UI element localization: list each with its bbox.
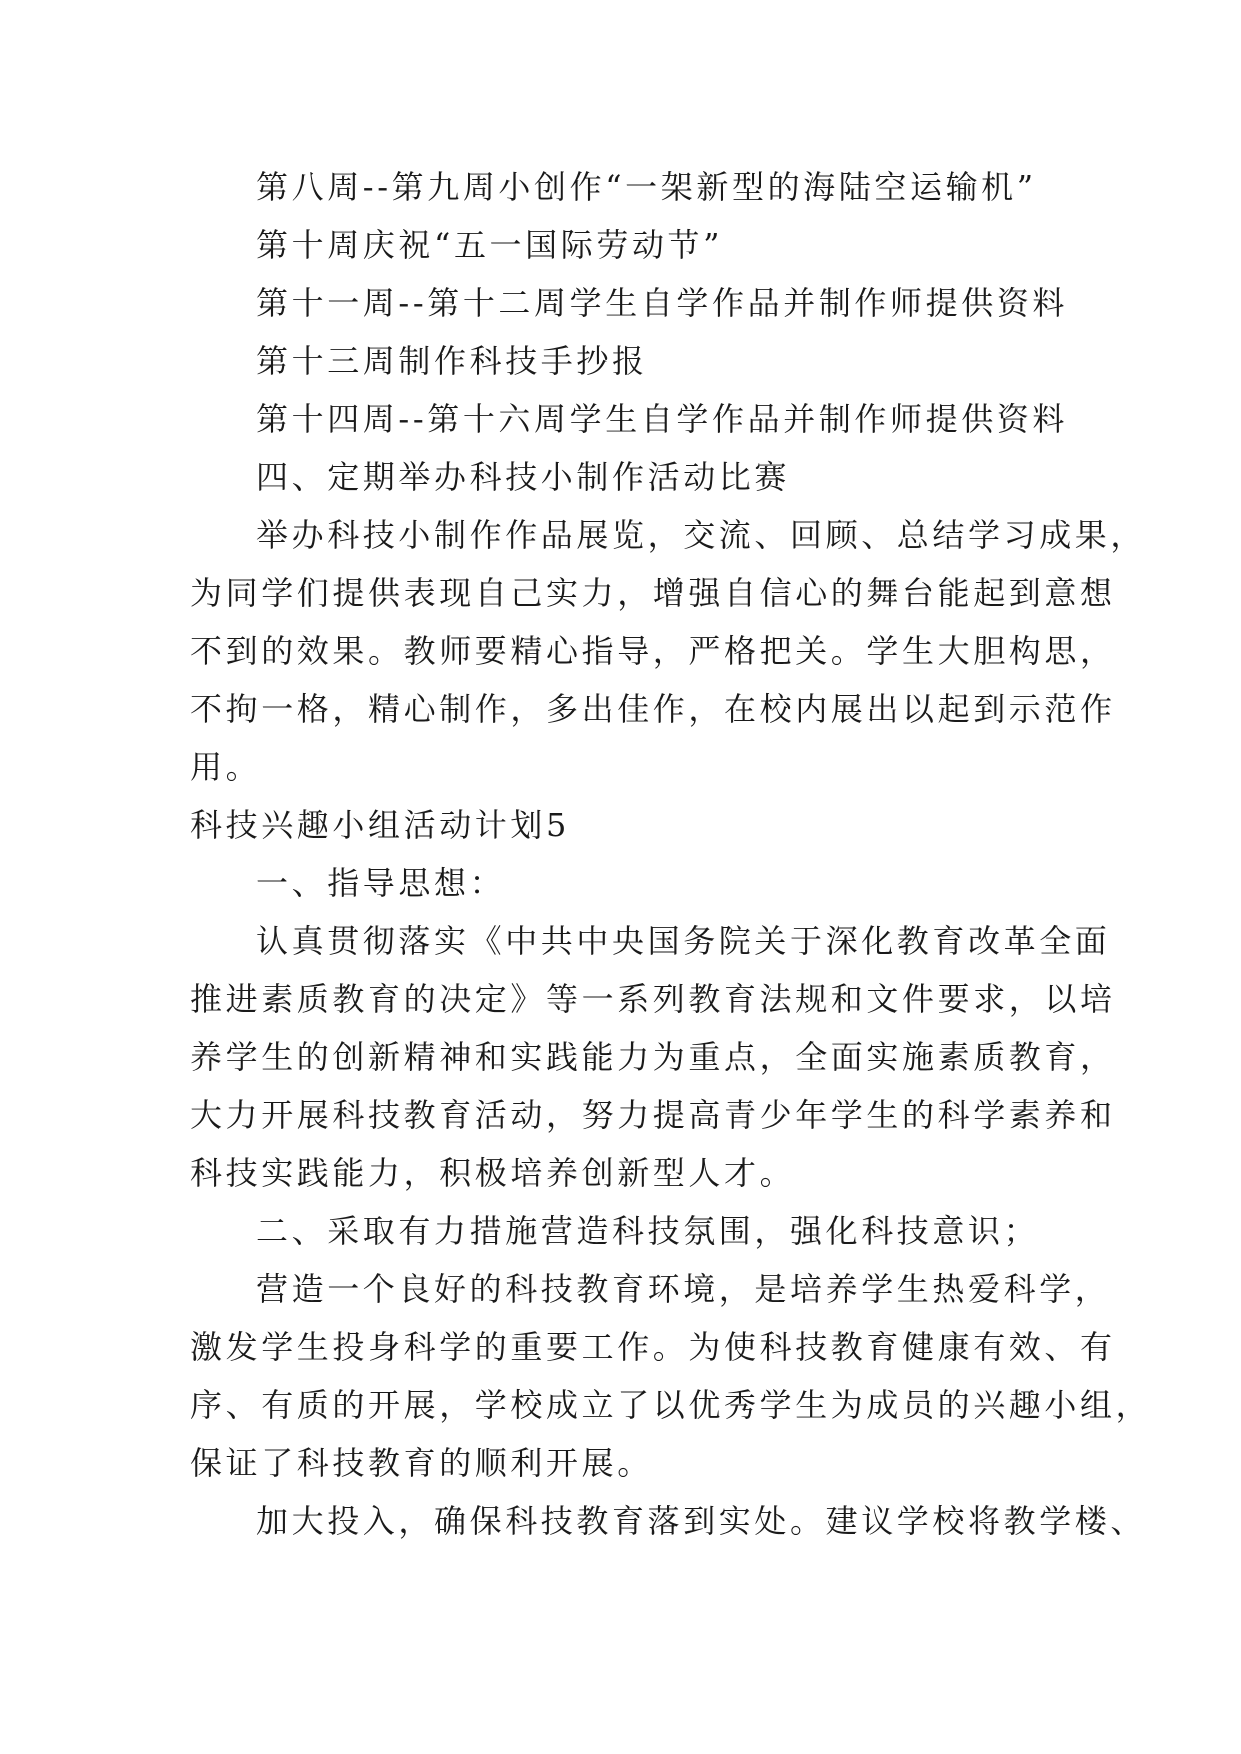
paragraph-line: 保证了科技教育的顺利开展。 <box>190 1444 653 1482</box>
schedule-week-14-16: 第十四周--第十六周学生自学作品并制作师提供资料 <box>256 400 1069 438</box>
paragraph-line: 认真贯彻落实《中共中央国务院关于深化教育改革全面 <box>256 922 1111 960</box>
paragraph-line: 大力开展科技教育活动，努力提高青少年学生的科学素养和 <box>190 1096 1116 1134</box>
paragraph-line: 为同学们提供表现自己实力，增强自信心的舞台能起到意想 <box>190 574 1116 612</box>
schedule-week-10: 第十周庆祝“五一国际劳动节” <box>256 226 724 264</box>
paragraph-line: 激发学生投身科学的重要工作。为使科技教育健康有效、有 <box>190 1328 1116 1366</box>
section-heading-2: 二、采取有力措施营造科技氛围，强化科技意识； <box>256 1212 1040 1250</box>
plan-title: 科技兴趣小组活动计划5 <box>190 806 570 844</box>
paragraph-line: 营造一个良好的科技教育环境，是培养学生热爱科学， <box>256 1270 1111 1308</box>
paragraph-line: 不到的效果。教师要精心指导，严格把关。学生大胆构思， <box>190 632 1116 670</box>
section-heading-1: 一、指导思想： <box>256 864 506 902</box>
paragraph-line: 用。 <box>190 748 262 786</box>
schedule-week-11-12: 第十一周--第十二周学生自学作品并制作师提供资料 <box>256 284 1069 322</box>
section-heading-4: 四、定期举办科技小制作活动比赛 <box>256 458 791 496</box>
paragraph-line: 推进素质教育的决定》等一系列教育法规和文件要求，以培 <box>190 980 1116 1018</box>
schedule-week-13: 第十三周制作科技手抄报 <box>256 342 648 380</box>
schedule-week-8-9: 第八周--第九周小创作“一架新型的海陆空运输机” <box>256 168 1037 206</box>
paragraph-line: 序、有质的开展，学校成立了以优秀学生为成员的兴趣小组， <box>190 1386 1152 1424</box>
paragraph-line: 举办科技小制作作品展览，交流、回顾、总结学习成果， <box>256 516 1147 554</box>
paragraph-line: 科技实践能力，积极培养创新型人才。 <box>190 1154 796 1192</box>
paragraph-line: 加大投入，确保科技教育落到实处。建议学校将教学楼、 <box>256 1502 1147 1540</box>
paragraph-line: 养学生的创新精神和实践能力为重点，全面实施素质教育， <box>190 1038 1116 1076</box>
document-body <box>190 158 1152 1550</box>
paragraph-line: 不拘一格，精心制作，多出佳作，在校内展出以起到示范作 <box>190 690 1116 728</box>
